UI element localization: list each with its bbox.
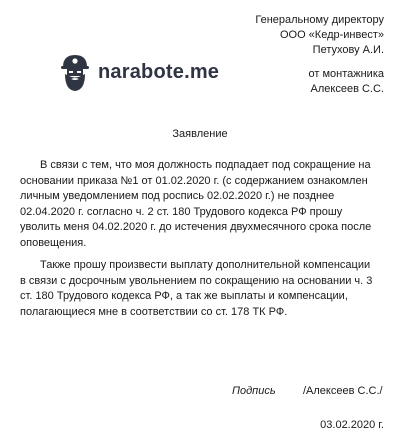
text-line: основании приказа №1 от 01.02.2020 г. (с содержанием ознакомлен xyxy=(20,174,368,187)
logo-text: narabote.me xyxy=(98,60,220,83)
text-line: ст. 180 Трудового кодекса РФ, а так же выплаты и компенсации, xyxy=(20,290,348,303)
text-line: в связи с досрочным увольнением по сокращению на основании ч. 3 xyxy=(20,274,373,287)
text-line: уволить меня 04.02.2020 г. до истечения двухмесячного срока после xyxy=(20,221,372,234)
addressee-company: ООО «Кедр-инвест» xyxy=(279,29,384,41)
addressee-block xyxy=(255,13,384,58)
site-logo xyxy=(58,52,219,92)
paragraph-compensation-request xyxy=(20,258,382,320)
signature-label: Подпись xyxy=(232,385,276,397)
sender-position: от монтажника xyxy=(308,68,384,80)
worker-with-beard-helmet-icon xyxy=(58,52,92,92)
sender-block xyxy=(308,67,384,97)
text-line: личным уведомлением под роспись 02.02.2020 г.) не позднее xyxy=(20,190,335,203)
addressee-position: Генеральному директору xyxy=(255,14,384,26)
signature-name: /Алексеев С.С./ xyxy=(303,385,383,397)
document-date: 03.02.2020 г. xyxy=(320,419,384,431)
text-line: оповещения. xyxy=(20,236,87,249)
text-line: В связи с тем, что моя должность подпадает под сокращение на xyxy=(40,159,371,171)
addressee-name: Петухову А.И. xyxy=(312,44,384,56)
text-line: 02.04.2020 г. согласно ч. 2 ст. 180 Трудового кодекса РФ прошу xyxy=(20,205,343,218)
document-title: Заявление xyxy=(172,128,228,140)
paragraph-dismissal-request xyxy=(20,158,382,252)
sender-name: Алексеев С.С. xyxy=(310,83,384,95)
text-line: Также прошу произвести выплату дополнительной компенсации xyxy=(40,259,371,271)
text-line: полагающиеся мне в соответствии со ст. 178 ТК РФ. xyxy=(20,305,288,318)
